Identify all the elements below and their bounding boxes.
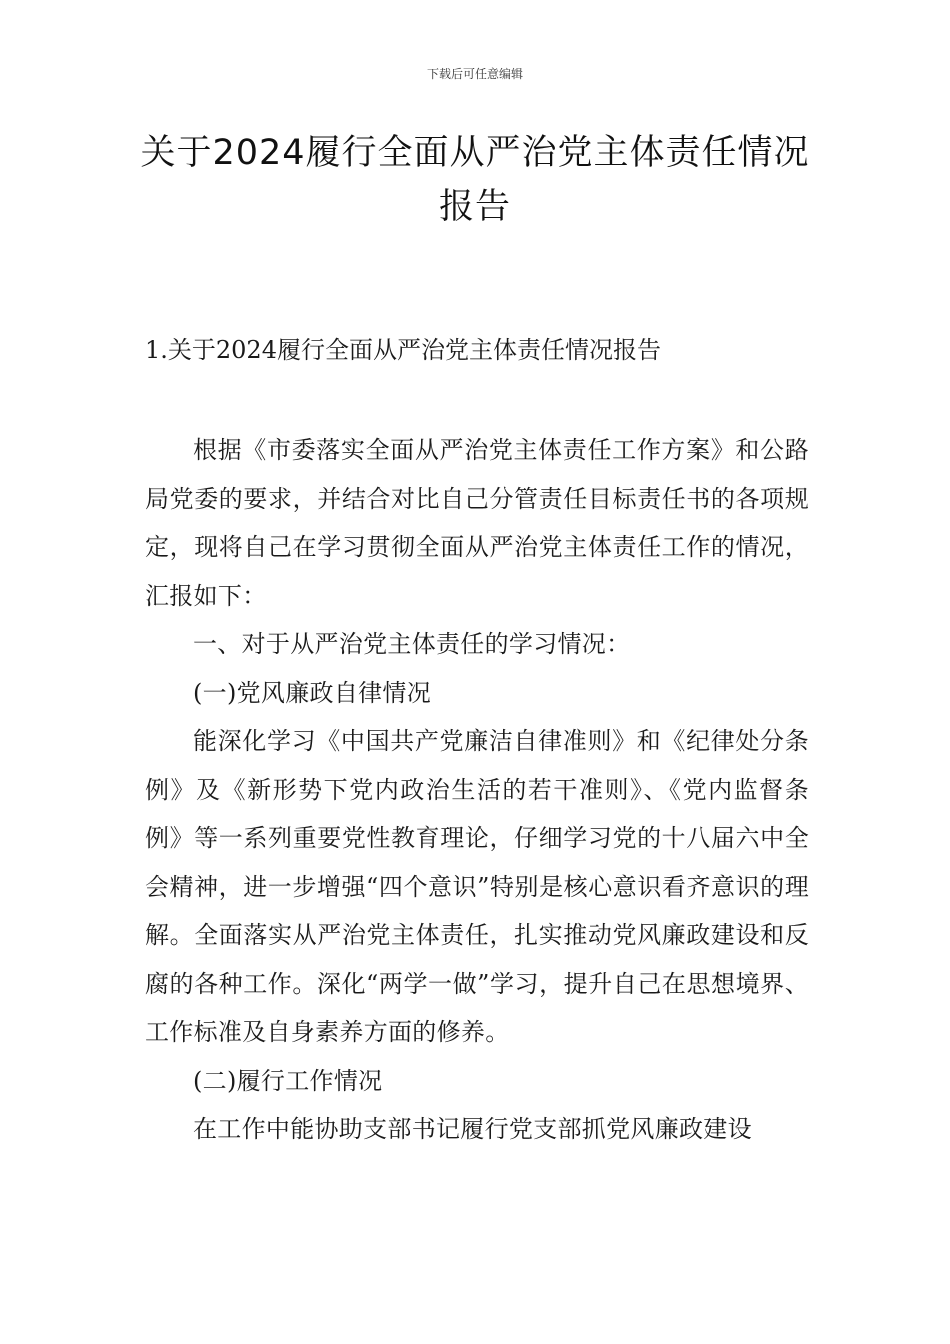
paragraph-intro: 根据《市委落实全面从严治党主体责任工作方案》和公路局党委的要求，并结合对比自己分管责任目标责任书的各项规定，现将自己在学习贯彻全面从严治党主体责任工作的情况，汇报如下： [145, 436, 809, 610]
paragraph-heading-one: 一、对于从严治党主体责任的学习情况： [193, 630, 631, 658]
document-title-line-1: 关于2024履行全面从严治党主体责任情况 [140, 133, 810, 173]
section-heading: 1.关于2024履行全面从严治党主体责任情况报告 [145, 336, 661, 364]
document-title-line-2: 报告 [438, 187, 511, 227]
paragraph-study: 能深化学习《中国共产党廉洁自律准则》和《纪律处分条例》及《新形势下党内政治生活的若干准则》、《党内监督条例》等一系列重要党性教育理论，仔细学习党的十八届六中全会精神，进一步增强“四个意识”特别是核心意识看齐意识的理解。全面落实从严治党主体责任，扎实推动党风廉政建设和反腐的各种工作。深化“两学一做”学习，提升自己在思想境界、工作标准及自身素养方面的修养。 [145, 727, 809, 1046]
document-body [145, 426, 809, 1154]
header-note: 下载后可任意编辑 [426, 67, 523, 81]
paragraph-subheading-two: (二)履行工作情况 [193, 1066, 383, 1095]
paragraph-work: 在工作中能协助支部书记履行党支部抓党风廉政建设 [193, 1115, 752, 1143]
paragraph-subheading-one: (一)党风廉政自律情况 [193, 678, 432, 707]
document-title [120, 126, 830, 234]
